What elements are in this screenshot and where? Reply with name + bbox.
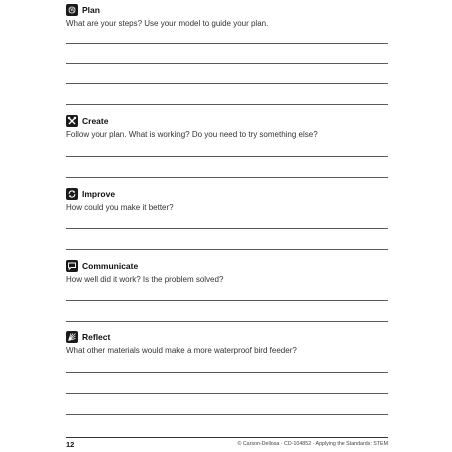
section-communicate xyxy=(66,260,388,326)
create-answer-line-2[interactable] xyxy=(66,177,388,178)
footer-credit: © Carson-Dellosa · CD-104852 · Applying the Standards: STEM xyxy=(237,441,388,447)
section-reflect xyxy=(66,331,388,417)
communicate-heading-label: Communicate xyxy=(82,261,139,271)
tools-icon xyxy=(66,115,78,127)
footer-divider xyxy=(66,437,388,438)
plan-answer-line-4[interactable] xyxy=(66,104,388,105)
create-answer-line-1[interactable] xyxy=(66,156,388,157)
page-footer xyxy=(66,437,388,449)
communicate-question: How well did it work? Is the problem solved? xyxy=(66,275,224,284)
improve-question: How could you make it better? xyxy=(66,203,174,212)
create-question: Follow your plan. What is working? Do you need to try something else? xyxy=(66,130,318,139)
create-heading xyxy=(66,115,388,127)
reflect-answer-line-1[interactable] xyxy=(66,372,388,373)
plan-heading xyxy=(66,4,388,16)
improve-answer-line-1[interactable] xyxy=(66,228,388,229)
page-number: 12 xyxy=(66,440,75,449)
plan-answer-line-1[interactable] xyxy=(66,43,388,44)
reflect-heading-label: Reflect xyxy=(82,332,111,342)
improve-answer-line-2[interactable] xyxy=(66,249,388,250)
plan-heading-label: Plan xyxy=(82,5,100,15)
light-rays-icon xyxy=(66,331,78,343)
communicate-heading xyxy=(66,260,388,272)
improve-heading-label: Improve xyxy=(82,189,116,199)
reflect-answer-line-2[interactable] xyxy=(66,393,388,394)
plan-answer-line-3[interactable] xyxy=(66,83,388,84)
communicate-answer-line-2[interactable] xyxy=(66,321,388,322)
plan-question: What are your steps? Use your model to guide your plan. xyxy=(66,19,269,28)
create-heading-label: Create xyxy=(82,116,109,126)
reflect-answer-line-3[interactable] xyxy=(66,414,388,415)
reflect-question: What other materials would make a more waterproof bird feeder? xyxy=(66,346,297,355)
plan-answer-line-2[interactable] xyxy=(66,63,388,64)
section-plan xyxy=(66,4,388,106)
communicate-answer-line-1[interactable] xyxy=(66,300,388,301)
speech-bubble-icon xyxy=(66,260,78,272)
section-create xyxy=(66,115,388,181)
section-improve xyxy=(66,188,388,254)
brain-icon xyxy=(66,4,78,16)
improve-heading xyxy=(66,188,388,200)
cycle-icon xyxy=(66,188,78,200)
reflect-heading xyxy=(66,331,388,343)
